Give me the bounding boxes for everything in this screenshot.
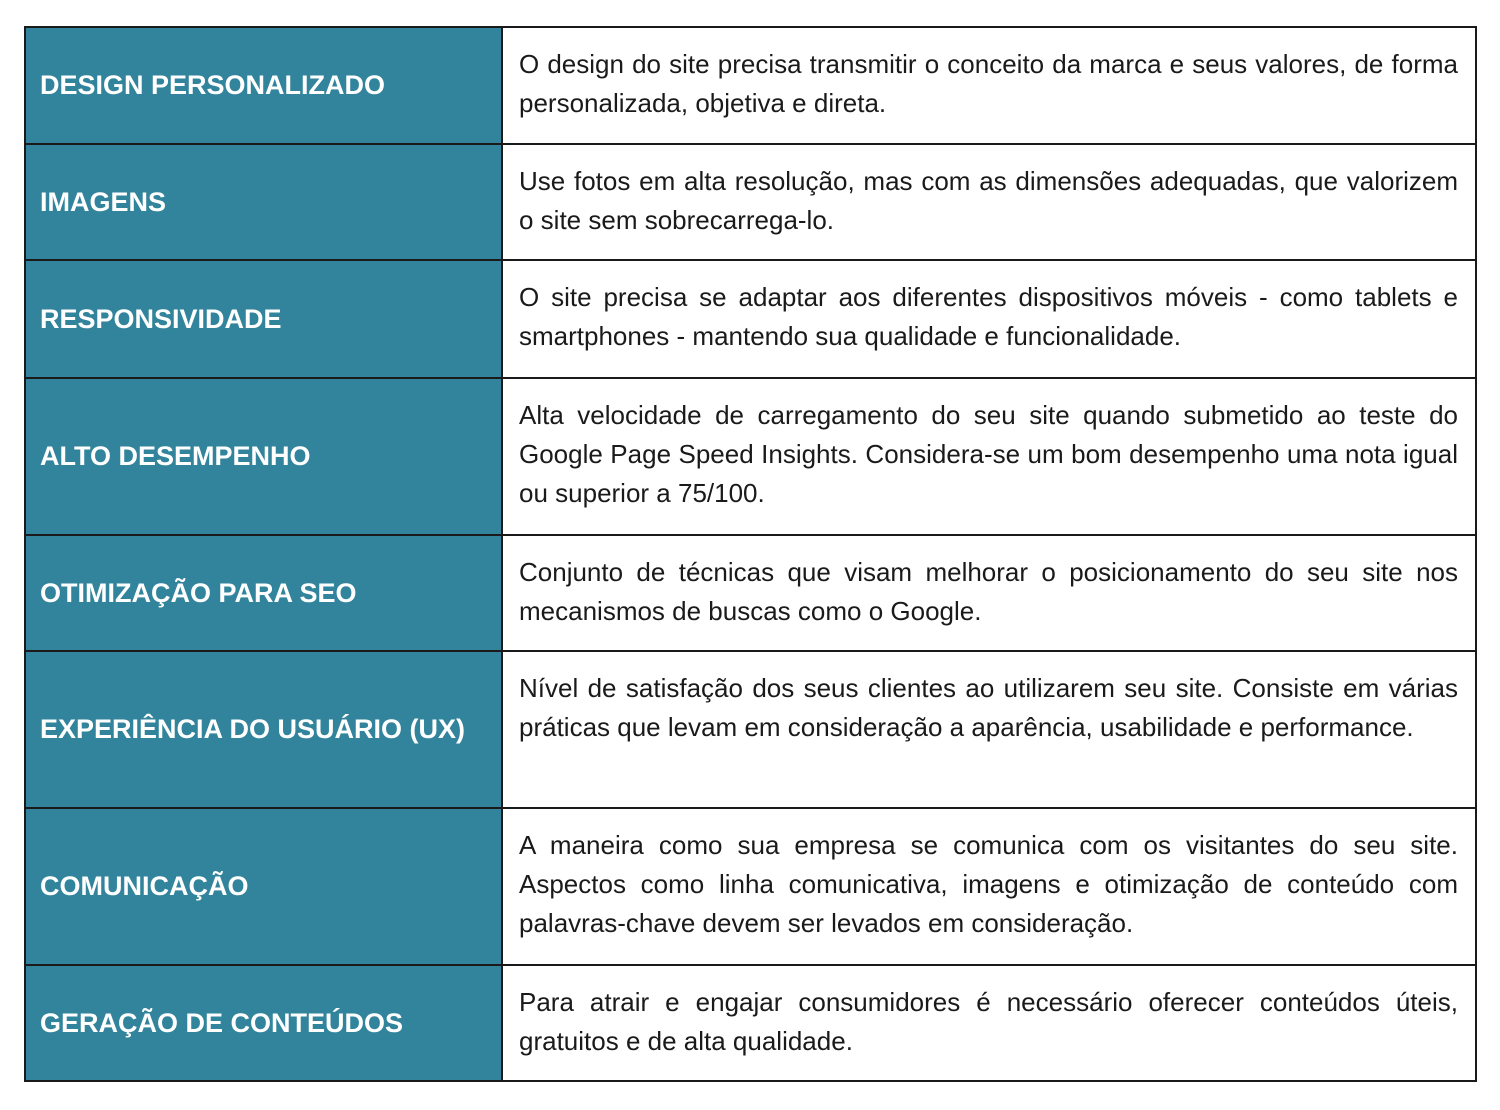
table-row	[26, 261, 1475, 379]
row-description	[503, 379, 1475, 534]
row-label: IMAGENS	[26, 145, 503, 259]
row-description-text: O site precisa se adaptar aos diferentes dispositivos móveis - como tablets e smartphones - mantendo sua qualidade e funcionalidade.	[519, 282, 1458, 351]
row-description-text: Conjunto de técnicas que visam melhorar o posicionamento do seu site nos mecanismos de buscas como o Google.	[519, 557, 1458, 626]
row-description	[503, 145, 1475, 259]
features-table	[24, 26, 1477, 1082]
table-row	[26, 145, 1475, 261]
row-label: EXPERIÊNCIA DO USUÁRIO (UX)	[26, 652, 503, 807]
table-row	[26, 809, 1475, 966]
row-description	[503, 652, 1475, 807]
table-row	[26, 536, 1475, 652]
row-description-text: Alta velocidade de carregamento do seu site quando submetido ao teste do Google Page Speed Insights. Considera-se um bom desempenho uma nota igual ou superior a 75/100.	[519, 400, 1458, 508]
row-description	[503, 809, 1475, 964]
row-label: OTIMIZAÇÃO PARA SEO	[26, 536, 503, 650]
row-description-text: Para atrair e engajar consumidores é necessário oferecer conteúdos úteis, gratuitos e de alta qualidade.	[519, 987, 1458, 1056]
row-label: GERAÇÃO DE CONTEÚDOS	[26, 966, 503, 1080]
row-description	[503, 28, 1475, 143]
table-row	[26, 379, 1475, 536]
row-description	[503, 261, 1475, 377]
table-row	[26, 28, 1475, 145]
table-row	[26, 652, 1475, 809]
row-description	[503, 536, 1475, 650]
row-label: RESPONSIVIDADE	[26, 261, 503, 377]
row-label: DESIGN PERSONALIZADO	[26, 28, 503, 143]
row-label: ALTO DESEMPENHO	[26, 379, 503, 534]
row-description	[503, 966, 1475, 1080]
row-label: COMUNICAÇÃO	[26, 809, 503, 964]
table-row	[26, 966, 1475, 1080]
row-description-text: A maneira como sua empresa se comunica com os visitantes do seu site. Aspectos como linha comunicativa, imagens e otimização de conteúdo com palavras-chave devem ser levados em consideração.	[519, 830, 1458, 938]
row-description-text: O design do site precisa transmitir o conceito da marca e seus valores, de forma personalizada, objetiva e direta.	[519, 49, 1458, 118]
row-description-text: Use fotos em alta resolução, mas com as dimensões adequadas, que valorizem o site sem sobrecarrega-lo.	[519, 166, 1458, 235]
row-description-text: Nível de satisfação dos seus clientes ao utilizarem seu site. Consiste em várias práticas que levam em consideração a aparência, usabilidade e performance.	[519, 673, 1458, 742]
